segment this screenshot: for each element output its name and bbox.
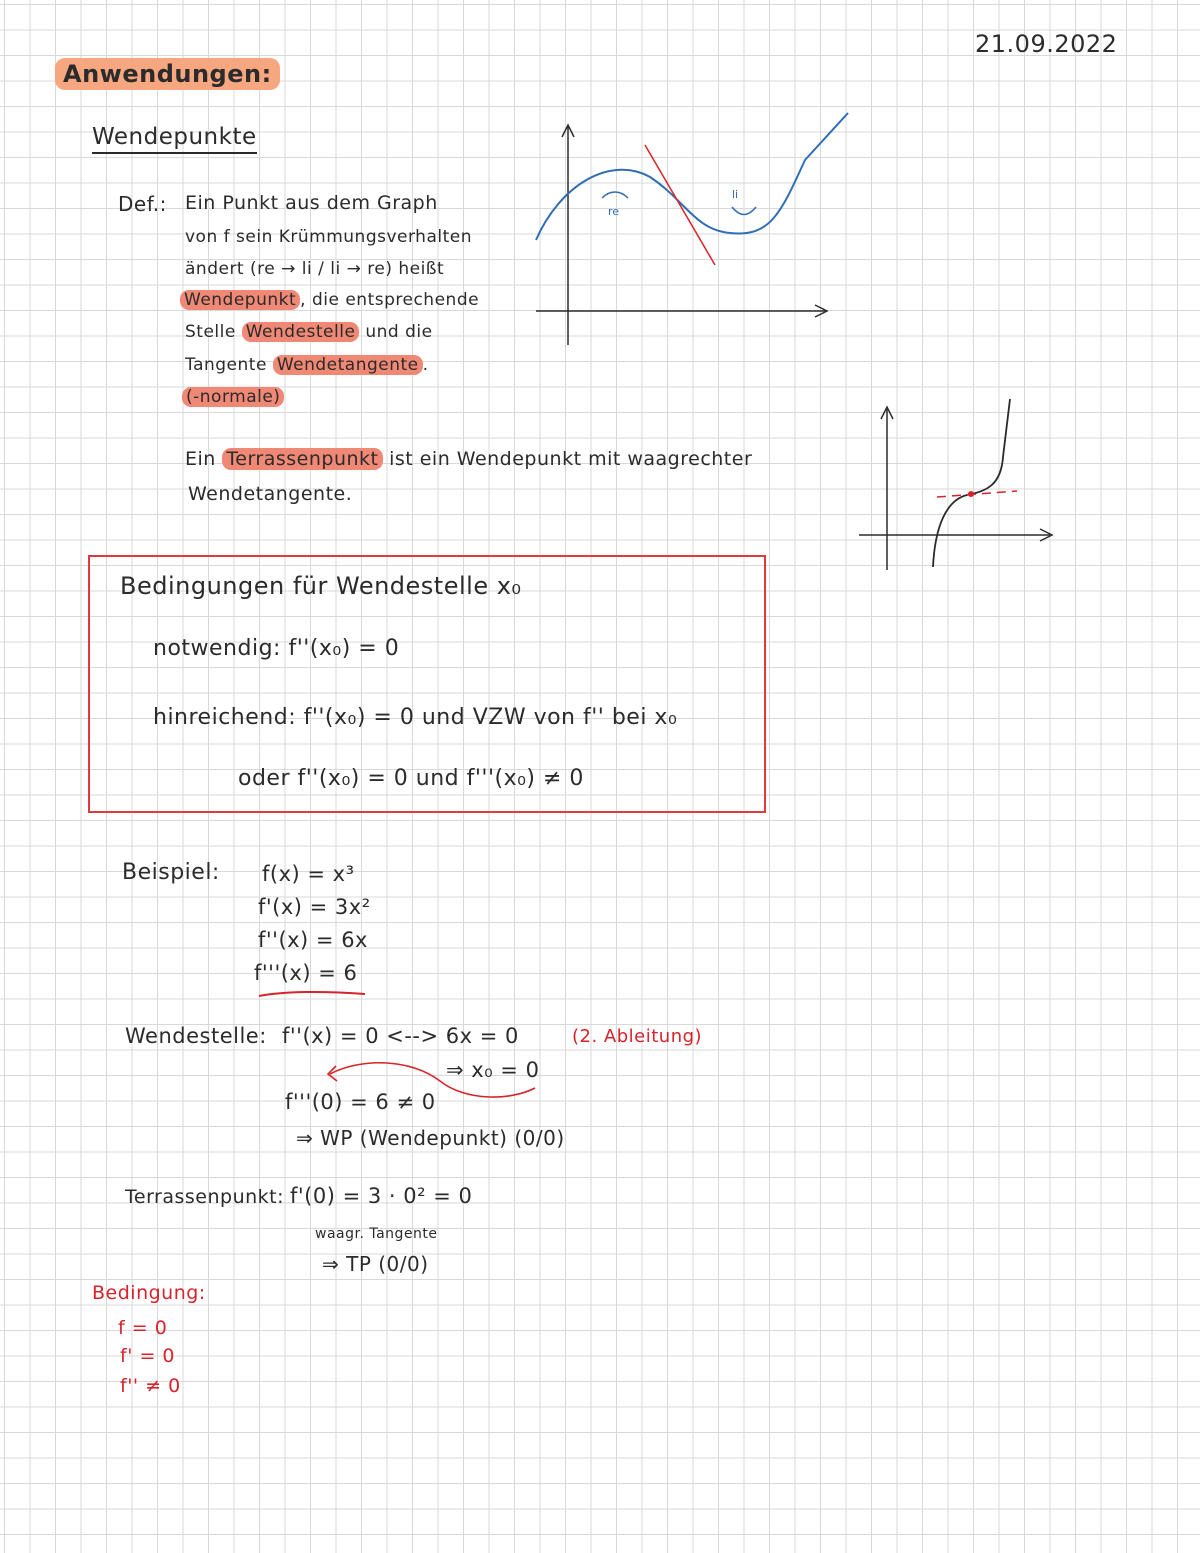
definition-line-6-start: Tangente — [185, 355, 267, 375]
definition-line-5-start: Stelle — [185, 322, 236, 342]
definition-line-6-end: . — [422, 355, 429, 375]
condition-necessary: notwendig: f''(x₀) = 0 — [153, 636, 400, 661]
graph2-point — [968, 491, 974, 497]
example-f1: f'(x) = 3x² — [258, 895, 371, 919]
terrassenpunkt-equation: f'(0) = 3 · 0² = 0 — [290, 1184, 473, 1208]
title-text: Anwendungen: — [55, 58, 280, 90]
section-title: Wendepunkte — [92, 124, 257, 154]
conditions-title: Bedingungen für Wendestelle x₀ — [120, 572, 522, 600]
terrace-line-2: Wendetangente. — [188, 483, 353, 505]
wendestelle-result: ⇒ x₀ = 0 — [446, 1058, 540, 1082]
definition-line-3: ändert (re → li / li → re) heißt — [185, 259, 445, 279]
graph1-label-re: re — [608, 205, 620, 218]
terrace-start: Ein — [185, 448, 216, 470]
definition-line-1: Ein Punkt aus dem Graph — [185, 192, 438, 214]
bedingung-c2: f' = 0 — [120, 1345, 175, 1367]
term-normale: (-normale) — [182, 387, 284, 407]
condition-sufficient: hinreichend: f''(x₀) = 0 und VZW von f'' bei x₀ — [153, 705, 678, 730]
definition-label: Def.: — [118, 192, 167, 216]
graph1-arrow-right-curve — [602, 192, 628, 198]
page-title — [55, 60, 280, 88]
bedingung-c3: f'' ≠ 0 — [120, 1375, 181, 1397]
date: 21.09.2022 — [975, 30, 1118, 58]
definition-line-6 — [185, 355, 429, 375]
graph2-curve — [933, 399, 1010, 567]
bedingung-c1: f = 0 — [118, 1317, 168, 1339]
term-terrassenpunkt: Terrassenpunkt — [222, 448, 382, 470]
definition-line-4-rest: , die entsprechende — [300, 290, 480, 310]
wendestelle-check: f'''(0) = 6 ≠ 0 — [285, 1090, 436, 1114]
graph1-tangent — [645, 145, 715, 265]
definition-line-4 — [180, 290, 479, 310]
condition-or: oder f''(x₀) = 0 und f'''(x₀) ≠ 0 — [238, 766, 584, 791]
wendestelle-red-arrow — [320, 1056, 550, 1106]
terrassenpunkt-result: ⇒ TP (0/0) — [322, 1252, 429, 1276]
definition-line-5 — [185, 322, 433, 342]
wendestelle-label: Wendestelle: — [125, 1024, 267, 1048]
graph1-label-li: li — [732, 188, 739, 201]
example-f3: f'''(x) = 6 — [254, 961, 358, 985]
term-wendetangente: Wendetangente — [273, 355, 423, 375]
inflection-graph — [520, 105, 860, 350]
definition-line-5-rest: und die — [365, 322, 433, 342]
wendestelle-equation: f''(x) = 0 <--> 6x = 0 — [282, 1024, 519, 1048]
terrace-line-1 — [185, 448, 752, 470]
example-f: f(x) = x³ — [262, 862, 355, 886]
bedingung-title: Bedingung: — [92, 1282, 206, 1304]
wendestelle-conclusion: ⇒ WP (Wendepunkt) (0/0) — [296, 1126, 565, 1150]
example-underline-stroke — [259, 992, 365, 996]
example-underline — [255, 988, 370, 1000]
definition-line-7 — [182, 387, 284, 407]
example-f2: f''(x) = 6x — [258, 928, 368, 952]
terrace-graph — [855, 395, 1060, 575]
definition-line-2: von f sein Krümmungsverhalten — [185, 227, 472, 247]
graph1-curve — [536, 113, 848, 240]
term-wendepunkt: Wendepunkt — [180, 290, 300, 310]
wendestelle-note: (2. Ableitung) — [572, 1026, 703, 1047]
terrassenpunkt-label: Terrassenpunkt: — [125, 1186, 285, 1208]
graph1-arrow-left-curve — [732, 207, 756, 215]
example-label: Beispiel: — [122, 860, 220, 885]
red-arrow-stroke — [330, 1063, 535, 1097]
terrace-rest: ist ein Wendepunkt mit waagrechter — [389, 448, 753, 470]
terrassenpunkt-note: waagr. Tangente — [315, 1226, 438, 1242]
term-wendestelle: Wendestelle — [242, 322, 360, 342]
